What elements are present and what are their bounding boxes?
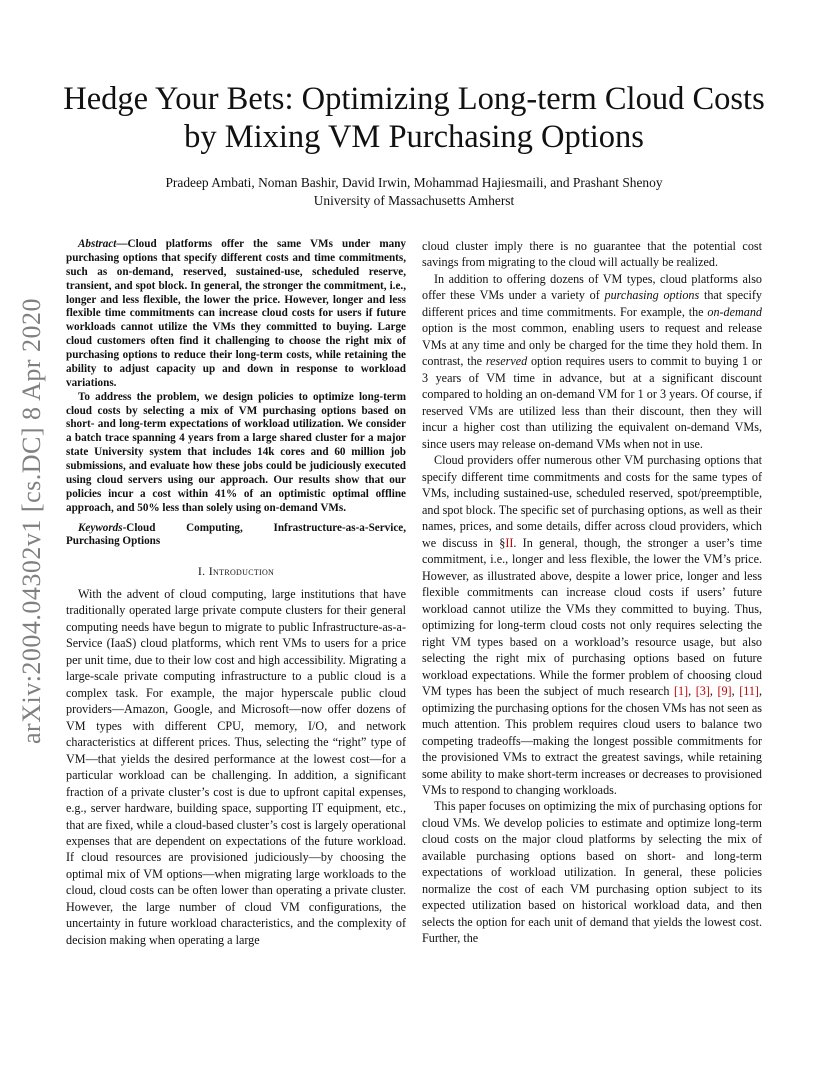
citation-link[interactable]: [9] [717, 684, 732, 699]
affiliation: University of Massachusetts Amherst [313, 193, 515, 208]
author-list: Pradeep Ambati, Noman Bashir, David Irwin, Mohammad Hajiesmaili, and Prashant Shenoy [165, 175, 663, 190]
right-column [422, 238, 762, 947]
keywords: Keywords-Cloud Computing, Infrastructure-as-a-Service, Purchasing Options [66, 521, 406, 548]
abstract-label: Abstract [78, 238, 117, 250]
intro-paragraph-2: In addition to offering dozens of VM types, cloud platforms also offer these VMs under a variety of purchasing options that specify different prices and time commitments. For example, the on-demand option is the most common, enabling users to request and release VMs at any time and only be charged for the time they hold them. In contrast, the reserved option requires users to commit to buying 1 or 3 years of VM time in advance, but at a significant discount compared to holding an on-demand VM for 1 or 3 years. Of course, if reserved VMs are utilized less than their discount, then they will incur a higher cost than utilizing the equivalent on-demand VMs, since users may release on-demand VMs when not in use. [422, 271, 762, 451]
abstract [66, 238, 406, 516]
section-heading-introduction: I. Introduction [197, 564, 275, 579]
author-block [60, 174, 768, 210]
citation-link[interactable]: [11] [739, 684, 759, 699]
intro-paragraph-4: This paper focuses on optimizing the mix of purchasing options for cloud VMs. We develop policies to estimate and optimize long-term cloud costs on the major cloud platforms by selecting the mix of available purchasing options based on short- and long-term expectations of workload utilization. In general, these policies normalize the cost of each VM purchasing option subject to its expected utilization based on historical workload data, and then selects the option for each unit of demand that yields the lowest cost. Further, the [422, 799, 762, 946]
paper-title: Hedge Your Bets: Optimizing Long-term Cloud Costs by Mixing VM Purchasing Options [63, 81, 765, 155]
citation-link[interactable]: [1] [673, 684, 689, 699]
abstract-paragraph-2: To address the problem, we design policies to optimize long-term cloud costs by selecting a mix of VM purchasing options based on short- and long-term expectations of workload utilization. We consider a batch trace spanning 4 years from a large shared cluster for a major state University system that includes 14k cores and 60 million job submissions, and evaluate how these jobs could be judiciously executed using cloud servers using our approach. Our results show that our policies incur a cost within 41% of an optimistic optimal offline approach, and 50% less than solely using on-demand VMs. [66, 390, 406, 514]
citation-link[interactable]: [3] [695, 684, 710, 699]
left-column [66, 238, 406, 948]
abstract-paragraph-1: Abstract—Cloud platforms offer the same VMs under many purchasing options that specify different costs and time commitments, such as on-demand, reserved, sustained-use, scheduled reserve, transient, and spot block. In general, the stronger the commitment, i.e., longer and less flexible, the lower the price. However, longer and less flexible time commitments can increase cloud costs for users if future workloads cannot utilize the VMs they committed to buying. Large cloud customers often find it challenging to choose the right mix of purchasing options to reduce their long-term costs, while retaining the ability to adjust capacity up and down in response to workload variations. [66, 238, 406, 389]
section-ref-link[interactable]: II [505, 535, 514, 550]
keywords-label: Keywords [78, 521, 123, 534]
intro-paragraph-1-continued: cloud cluster imply there is no guarantee that the potential cost savings from migrating to the cloud will actually be realized. [422, 239, 762, 270]
intro-paragraph-1: With the advent of cloud computing, large institutions that have traditionally operated large private compute clusters for their general computing needs have begun to migrate to public Infrastructure-as-a-Service (IaaS) cloud platforms, which rent VMs to users for a price per unit time, due to their low cost and high accessibility. Migrating a large-scale private computing infrastructure to a public cloud is a complex task. For example, the major hyperscale public cloud providers—Amazon, Google, and Microsoft—now offer dozens of VM types with different CPU, memory, I/O, and network characteristics at different prices. Thus, selecting the “right” type of VM—that yields the desired performance at the lowest cost—for a particular workload can be challenging. In addition, a significant fraction of a private cluster’s cost is due to upfront capital expenses, e.g., server hardware, building space, supporting IT equipment, etc., that are fixed, while a cloud-based cluster’s cost is largely operational expenses that are dependent on expectations of the future workload. If cloud resources are provisioned judiciously—by choosing the optimal mix of VM options—when migrating large workloads to the cloud, cloud costs can be often lower than operating a private cluster. However, the large number of cloud VM configurations, the uncertainty in future workload characteristics, and the complexity of decision making when operating a large [66, 586, 406, 947]
arxiv-stamp [12, 292, 52, 750]
intro-paragraph-3: Cloud providers offer numerous other VM purchasing options that specify different time commitments and costs for the same types of VMs, including sustained-use, scheduled reserved, spot/preemptible, and spot block. The specific set of purchasing options, as well as their names, prices, and some details, differ across cloud providers, which we discuss in §II. In general, though, the stronger a user’s time commitment, i.e., longer and less flexible, the lower the VM’s price. However, as illustrated above, despite a lower price, longer and less flexible commitments can increase cloud costs if users’ future workload cannot utilize the VMs they committed to buying. Thus, optimizing for long-term cloud costs not only requires selecting the right VM types based on a workload’s resource usage, but also selecting the right mix of purchasing options based on future workload expectations. While the former problem of choosing cloud VM types has been the subject of much research [1], [3], [9], [11], optimizing the purchasing options for the chosen VMs has not seen as much attention. This problem requires cloud users to balance two competing tradeoffs—making the longest possible commitments for the provisioned VMs to extract the greatest savings, while retaining some ability to make short-term increases or decreases to provisioned VMs to respond to changing workloads. [422, 453, 763, 797]
arxiv-stamp-text: arXiv:2004.04302v1 [cs.DC] 8 Apr 2020 [17, 297, 46, 745]
